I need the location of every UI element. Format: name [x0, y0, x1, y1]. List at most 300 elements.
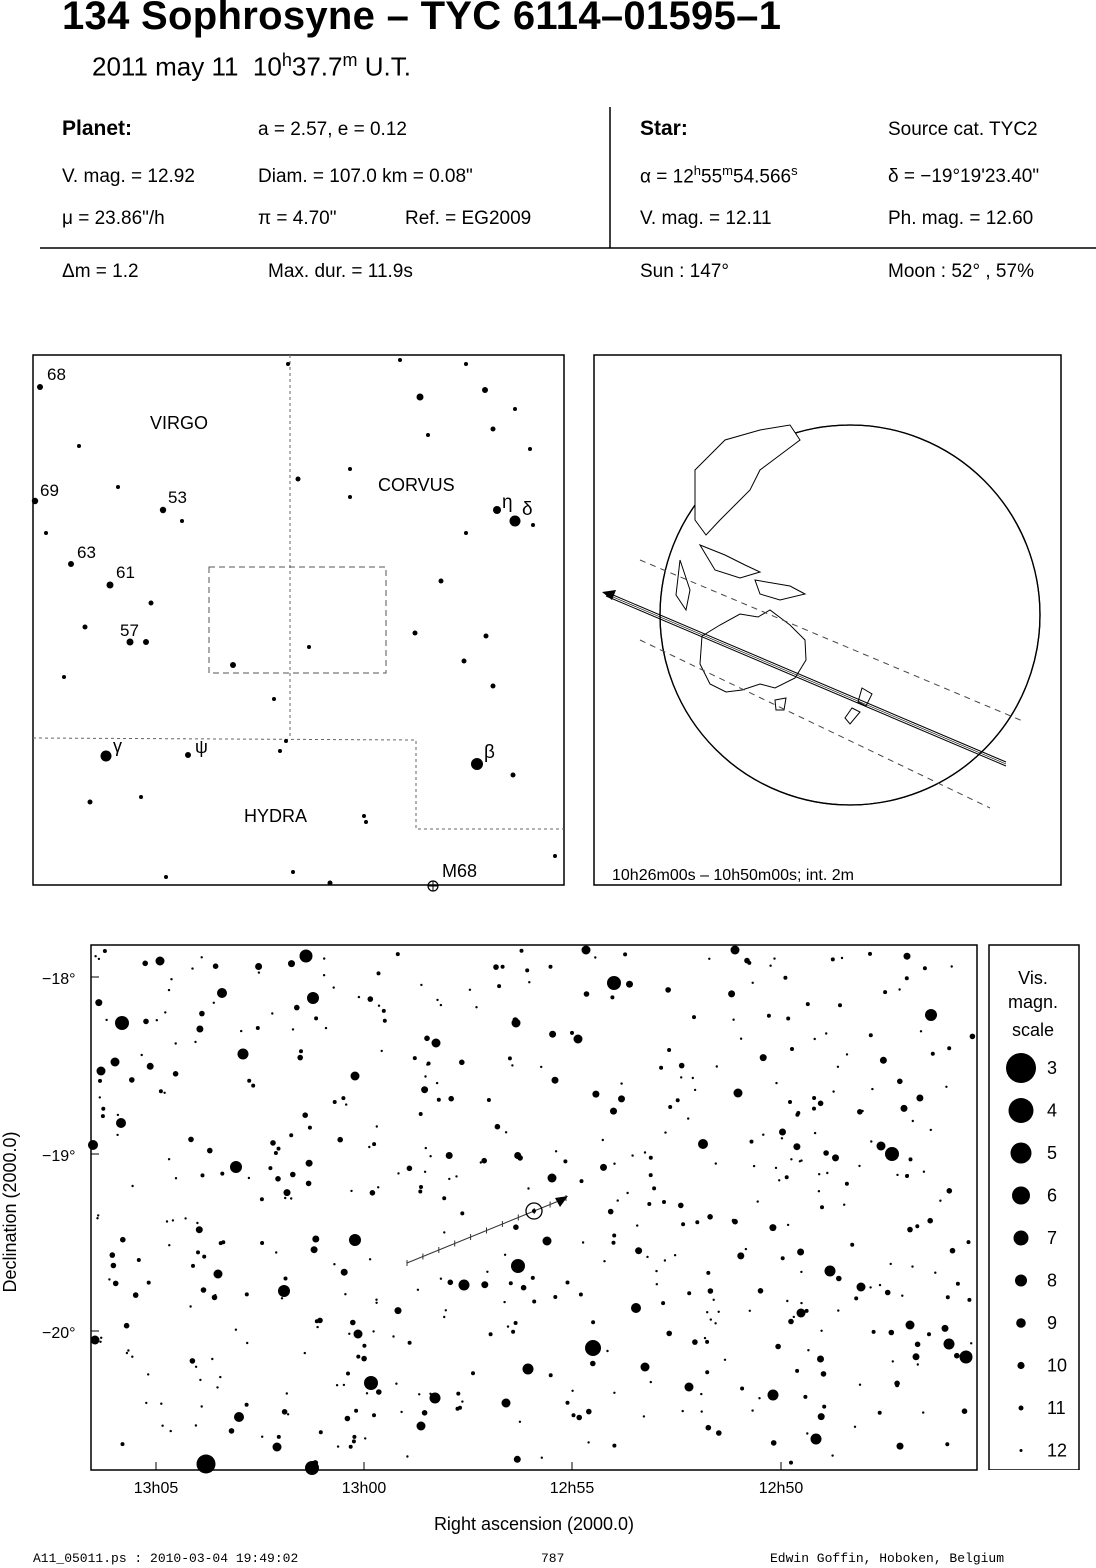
chart-star — [397, 1172, 399, 1174]
chart-star — [895, 1383, 899, 1387]
magnitude-dot — [1011, 1143, 1032, 1164]
chart-star — [168, 1158, 170, 1160]
chart-star — [574, 1038, 576, 1040]
chart-star — [336, 1384, 338, 1386]
star-dec: δ = −19°19'23.40" — [888, 166, 1040, 187]
chart-star — [793, 1316, 795, 1318]
chart-star — [325, 1027, 327, 1029]
chart-star — [632, 1309, 634, 1311]
chart-star — [246, 1342, 248, 1344]
chart-star — [400, 1411, 402, 1413]
chart-star — [606, 1350, 608, 1352]
chart-star — [927, 1332, 931, 1336]
chart-star — [885, 1290, 891, 1296]
chart-star — [623, 952, 627, 956]
chart-star — [646, 1256, 648, 1258]
chart-star — [904, 953, 911, 960]
chart-star — [610, 1108, 617, 1115]
chart-star — [277, 1147, 281, 1151]
chart-star — [443, 1231, 445, 1233]
chart-star — [751, 1409, 753, 1411]
constellation-star — [348, 467, 352, 471]
chart-star — [235, 1329, 237, 1331]
magnitude-label: 7 — [1047, 1228, 1058, 1248]
page-title: 134 Sophrosyne – TYC 6114–01595–1 — [62, 0, 782, 38]
chart-star — [486, 1271, 488, 1273]
chart-star — [602, 1139, 604, 1141]
chart-star — [521, 1285, 527, 1291]
chart-star — [113, 1281, 119, 1287]
chart-star — [939, 1200, 941, 1202]
chart-star — [706, 1311, 708, 1313]
constellation-star — [286, 362, 290, 366]
constellation-star — [328, 881, 333, 886]
chart-star — [354, 1409, 358, 1413]
chart-star — [345, 1103, 347, 1105]
constellation-star — [307, 645, 311, 649]
chart-star — [172, 1219, 174, 1221]
chart-star — [511, 1064, 513, 1066]
chart-star — [392, 1335, 394, 1337]
chart-star — [274, 1151, 278, 1155]
chart-star — [871, 1088, 873, 1090]
constellation-star — [464, 531, 468, 535]
ra-tick-12h50: 12h50 — [758, 1480, 804, 1497]
chart-star — [915, 1342, 921, 1348]
chart-star — [820, 1205, 824, 1209]
chart-star — [922, 1411, 924, 1413]
chart-star — [731, 946, 740, 955]
constellation-star — [413, 631, 418, 636]
chart-star — [333, 986, 335, 988]
chart-star — [962, 1408, 968, 1414]
chart-star — [248, 1177, 250, 1179]
chart-star — [214, 1270, 223, 1279]
chart-star — [159, 1089, 163, 1093]
chart-star — [571, 1390, 573, 1392]
chart-star — [679, 1063, 685, 1069]
chart-star — [594, 956, 596, 958]
chart-star — [100, 1337, 102, 1339]
chart-star — [685, 1383, 694, 1392]
chart-star — [168, 1244, 170, 1246]
chart-star — [161, 1425, 163, 1427]
chart-star — [820, 1330, 822, 1332]
chart-star — [306, 1181, 312, 1187]
chart-star — [549, 1373, 553, 1377]
chart-star — [786, 1017, 790, 1021]
chart-star — [846, 1053, 848, 1055]
chart-star — [967, 1240, 971, 1244]
chart-star — [800, 1302, 802, 1304]
chart-star — [501, 965, 505, 969]
chart-star — [213, 963, 219, 969]
chart-star — [219, 1376, 221, 1378]
chart-star — [445, 1309, 447, 1311]
chart-star — [297, 1055, 303, 1061]
chart-star — [708, 958, 710, 960]
chart-star — [781, 1256, 785, 1260]
chart-star — [349, 1234, 361, 1246]
chart-star — [705, 1340, 709, 1344]
chart-star — [91, 1336, 100, 1345]
chart-star — [238, 1049, 249, 1060]
chart-star — [920, 1030, 922, 1032]
chart-star — [420, 984, 422, 986]
chart-star — [905, 976, 909, 980]
constellation-star — [482, 387, 488, 393]
chart-star — [175, 1177, 177, 1179]
star-ra-seconds: 54.566 — [733, 166, 792, 188]
chart-star — [705, 1370, 709, 1374]
chart-star — [194, 1041, 196, 1043]
chart-star — [116, 1134, 118, 1136]
chart-star — [346, 1372, 350, 1376]
chart-star — [481, 1158, 487, 1164]
star-ra-hours: α = 12 — [640, 166, 694, 188]
magnitude-label: 4 — [1047, 1100, 1058, 1121]
chart-star — [603, 1260, 605, 1262]
chart-star — [600, 1164, 607, 1171]
footer-file: A11_05011.ps : 2010-03-04 19:49:02 — [33, 1551, 299, 1566]
constellation-star — [439, 579, 444, 584]
chart-star — [101, 1107, 105, 1111]
chart-star — [923, 1171, 925, 1173]
chart-star — [548, 1174, 557, 1183]
chart-star — [341, 1096, 345, 1100]
chart-star — [407, 1166, 413, 1172]
chart-star — [817, 1356, 824, 1363]
chart-star — [678, 1203, 684, 1209]
event-minute: 37.7 — [291, 51, 343, 82]
chart-star — [963, 1357, 969, 1363]
chart-star — [676, 1098, 680, 1102]
constellation-star — [284, 739, 288, 743]
chart-star — [967, 1298, 971, 1302]
chart-star — [294, 1005, 300, 1011]
chart-star — [885, 1147, 899, 1161]
chart-star — [636, 1224, 638, 1226]
chart-star — [213, 1002, 215, 1004]
chart-star — [247, 1079, 251, 1083]
magnitude-dot — [1012, 1187, 1030, 1205]
constellation-corvus: CORVUS — [378, 475, 455, 495]
chart-star — [814, 1132, 816, 1134]
chart-star — [674, 1254, 676, 1256]
magnitude-dot — [1017, 1362, 1024, 1369]
chart-star — [608, 1209, 614, 1215]
chart-star — [337, 1445, 339, 1447]
planet-heading: Planet: — [62, 117, 133, 140]
chart-star — [270, 1140, 276, 1146]
star-label-68: 68 — [47, 365, 66, 384]
chart-star — [750, 1140, 754, 1144]
planet-reference: Ref. = EG2009 — [405, 208, 532, 229]
chart-star — [635, 1247, 642, 1254]
chart-star — [396, 952, 400, 956]
chart-star — [800, 1271, 802, 1273]
chart-star — [814, 1038, 816, 1040]
chart-star — [931, 1052, 935, 1056]
chart-star — [375, 1299, 377, 1301]
chart-star — [631, 1154, 633, 1156]
chart-star — [173, 1071, 179, 1077]
chart-star — [383, 1019, 387, 1023]
sun-elongation: Sun : 147° — [640, 261, 729, 282]
chart-star — [718, 1311, 720, 1313]
chart-star — [475, 1006, 477, 1008]
chart-star — [314, 1016, 318, 1020]
chart-star — [142, 961, 148, 967]
chart-star — [97, 1214, 99, 1216]
chart-star — [199, 1011, 205, 1017]
chart-star — [877, 1142, 886, 1151]
chart-star — [612, 1241, 616, 1245]
chart-star — [666, 1331, 672, 1337]
chart-star — [217, 988, 227, 998]
chart-star — [799, 1160, 801, 1162]
chart-star — [94, 955, 96, 957]
chart-star — [131, 1185, 133, 1187]
chart-star — [302, 1112, 308, 1118]
constellation-star — [511, 773, 516, 778]
chart-star — [787, 1224, 789, 1226]
chart-star — [775, 1082, 777, 1084]
chart-star — [230, 1161, 242, 1173]
chart-star — [740, 1387, 744, 1391]
footer-author: Edwin Goffin, Hoboken, Belgium — [770, 1551, 1005, 1566]
chart-star — [553, 1295, 557, 1299]
chart-star — [284, 1189, 291, 1196]
chart-star — [245, 1292, 249, 1296]
chart-star — [292, 1028, 294, 1030]
chart-star — [592, 1091, 599, 1098]
chart-star — [376, 1389, 382, 1395]
chart-star — [836, 1276, 842, 1282]
chart-star — [251, 1084, 255, 1088]
chart-star — [692, 1015, 696, 1019]
scale-title-line3: scale — [1011, 1020, 1055, 1040]
chart-star — [854, 1296, 858, 1300]
chart-star — [732, 1219, 738, 1225]
chart-star — [925, 1009, 937, 1021]
chart-star — [797, 1309, 806, 1318]
chart-star — [854, 1426, 856, 1428]
chart-star — [426, 1063, 428, 1065]
chart-star — [366, 1392, 368, 1394]
chart-star — [245, 1403, 249, 1407]
constellation-virgo: VIRGO — [150, 413, 209, 433]
chart-star — [749, 1310, 751, 1312]
chart-star — [795, 1369, 799, 1373]
star-label-m68: M68 — [442, 861, 478, 881]
chart-star — [837, 1309, 839, 1311]
constellation-star — [164, 875, 168, 879]
chart-star — [505, 1131, 507, 1133]
chart-star — [667, 1048, 671, 1052]
chart-star — [837, 1066, 839, 1068]
chart-star — [607, 976, 621, 990]
chart-star — [825, 1032, 827, 1034]
constellation-star — [291, 870, 295, 874]
chart-star — [767, 1014, 771, 1018]
chart-star — [188, 1137, 194, 1143]
delta-mag: Δm = 1.2 — [62, 261, 139, 282]
chart-star — [970, 1034, 976, 1040]
chart-star — [859, 1384, 861, 1386]
chart-star — [156, 957, 165, 966]
chart-star — [585, 1340, 601, 1356]
chart-star — [626, 981, 633, 988]
chart-star — [507, 1325, 509, 1327]
chart-star — [576, 1415, 582, 1421]
star-chart-frame — [91, 945, 977, 1470]
constellation-star — [185, 752, 191, 758]
star-label-57: 57 — [120, 621, 139, 640]
constellation-star — [531, 523, 535, 527]
constellation-star — [493, 506, 501, 514]
chart-star — [757, 1200, 759, 1202]
chart-star — [785, 1175, 789, 1179]
chart-star — [110, 1252, 116, 1258]
ra-tick-13h05: 13h05 — [133, 1480, 179, 1497]
chart-star — [278, 1285, 290, 1297]
constellation-star — [462, 659, 467, 664]
planet-parallax: π = 4.70" — [258, 208, 337, 229]
chart-star — [160, 1403, 162, 1405]
chart-star — [927, 1218, 933, 1224]
chart-star — [650, 1381, 652, 1383]
chart-star — [418, 1190, 422, 1194]
chart-star — [649, 1156, 653, 1160]
constellation-star — [528, 447, 532, 451]
chart-star — [440, 1004, 442, 1006]
scale-title-line2: magn. — [1007, 992, 1059, 1012]
magnitude-label: 12 — [1047, 1440, 1068, 1461]
chart-star — [963, 1352, 967, 1356]
star-source: Source cat. TYC2 — [888, 119, 1038, 140]
chart-star — [760, 1054, 767, 1061]
constellation-star — [348, 495, 352, 499]
chart-star — [613, 1163, 615, 1165]
chart-star — [471, 1371, 475, 1375]
chart-star — [214, 1294, 216, 1296]
chart-star — [714, 1322, 716, 1324]
chart-star — [448, 1096, 454, 1102]
chart-star — [566, 1281, 570, 1285]
chart-star — [869, 1033, 873, 1037]
magnitude-dot — [1019, 1406, 1024, 1411]
chart-star — [170, 978, 172, 980]
chart-star — [345, 1416, 351, 1422]
chart-star — [872, 1330, 876, 1334]
chart-star — [448, 1280, 454, 1286]
chart-star — [570, 1031, 574, 1035]
chart-star — [258, 971, 260, 973]
chart-star — [930, 1129, 932, 1131]
constellation-star — [296, 477, 301, 482]
chart-star — [649, 1173, 653, 1177]
chart-star — [945, 1442, 949, 1446]
chart-star — [821, 1371, 827, 1377]
chart-star — [758, 1288, 764, 1294]
chart-star — [381, 1050, 383, 1052]
constellation-star — [513, 407, 517, 411]
chart-star — [356, 1355, 360, 1359]
chart-star — [166, 1220, 168, 1222]
magnitude-label: 5 — [1047, 1143, 1058, 1163]
chart-star — [201, 1173, 205, 1177]
constellation-star — [62, 675, 66, 679]
chart-star — [290, 1197, 292, 1199]
chart-star — [429, 1393, 431, 1395]
chart-star — [273, 1443, 282, 1452]
chart-star — [443, 1316, 445, 1318]
chart-star — [341, 1269, 348, 1276]
chart-star — [532, 1300, 536, 1304]
chart-star — [103, 949, 107, 953]
chart-star — [692, 1339, 698, 1345]
chart-star — [788, 1319, 794, 1325]
event-date: 2011 may 11 — [92, 51, 239, 82]
chart-star — [413, 1056, 417, 1060]
chart-star — [459, 1060, 465, 1066]
chart-star — [701, 1410, 703, 1412]
chart-star — [350, 1320, 356, 1326]
chart-star — [724, 1359, 726, 1361]
chart-star — [826, 1172, 828, 1174]
chart-star — [913, 1353, 920, 1360]
chart-star — [364, 1437, 366, 1439]
chart-star — [898, 988, 900, 990]
magnitude-dot — [1015, 1275, 1027, 1287]
chart-star — [946, 1295, 950, 1299]
chart-star — [116, 1118, 126, 1128]
chart-star — [460, 1211, 464, 1215]
chart-star — [728, 990, 735, 997]
chart-star — [229, 1428, 235, 1434]
chart-star — [832, 1154, 839, 1161]
chart-star — [304, 1352, 306, 1354]
chart-star — [216, 1386, 218, 1388]
chart-star — [744, 958, 750, 964]
chart-star — [541, 1457, 543, 1459]
chart-star — [612, 1444, 616, 1448]
chart-star — [255, 963, 262, 970]
chart-star — [495, 1124, 501, 1130]
chart-star — [199, 1379, 201, 1381]
chart-star — [586, 1409, 592, 1415]
chart-star — [643, 1415, 645, 1417]
chart-star — [201, 1287, 207, 1293]
chart-star — [261, 1436, 263, 1438]
magnitude-label: 3 — [1047, 1058, 1058, 1078]
chart-star — [196, 1222, 198, 1224]
chart-star — [99, 1341, 101, 1343]
chart-star — [584, 991, 590, 997]
chart-star — [700, 1393, 702, 1395]
star-label-beta: β — [484, 742, 495, 763]
chart-star — [582, 946, 591, 955]
chart-star — [446, 1152, 453, 1159]
chart-star — [909, 1157, 913, 1161]
chart-star — [126, 1352, 128, 1354]
chart-star — [196, 1226, 203, 1233]
constellation-star — [278, 749, 282, 753]
chart-star — [911, 1265, 913, 1267]
chart-star — [655, 1270, 657, 1272]
chart-star — [348, 1333, 350, 1335]
